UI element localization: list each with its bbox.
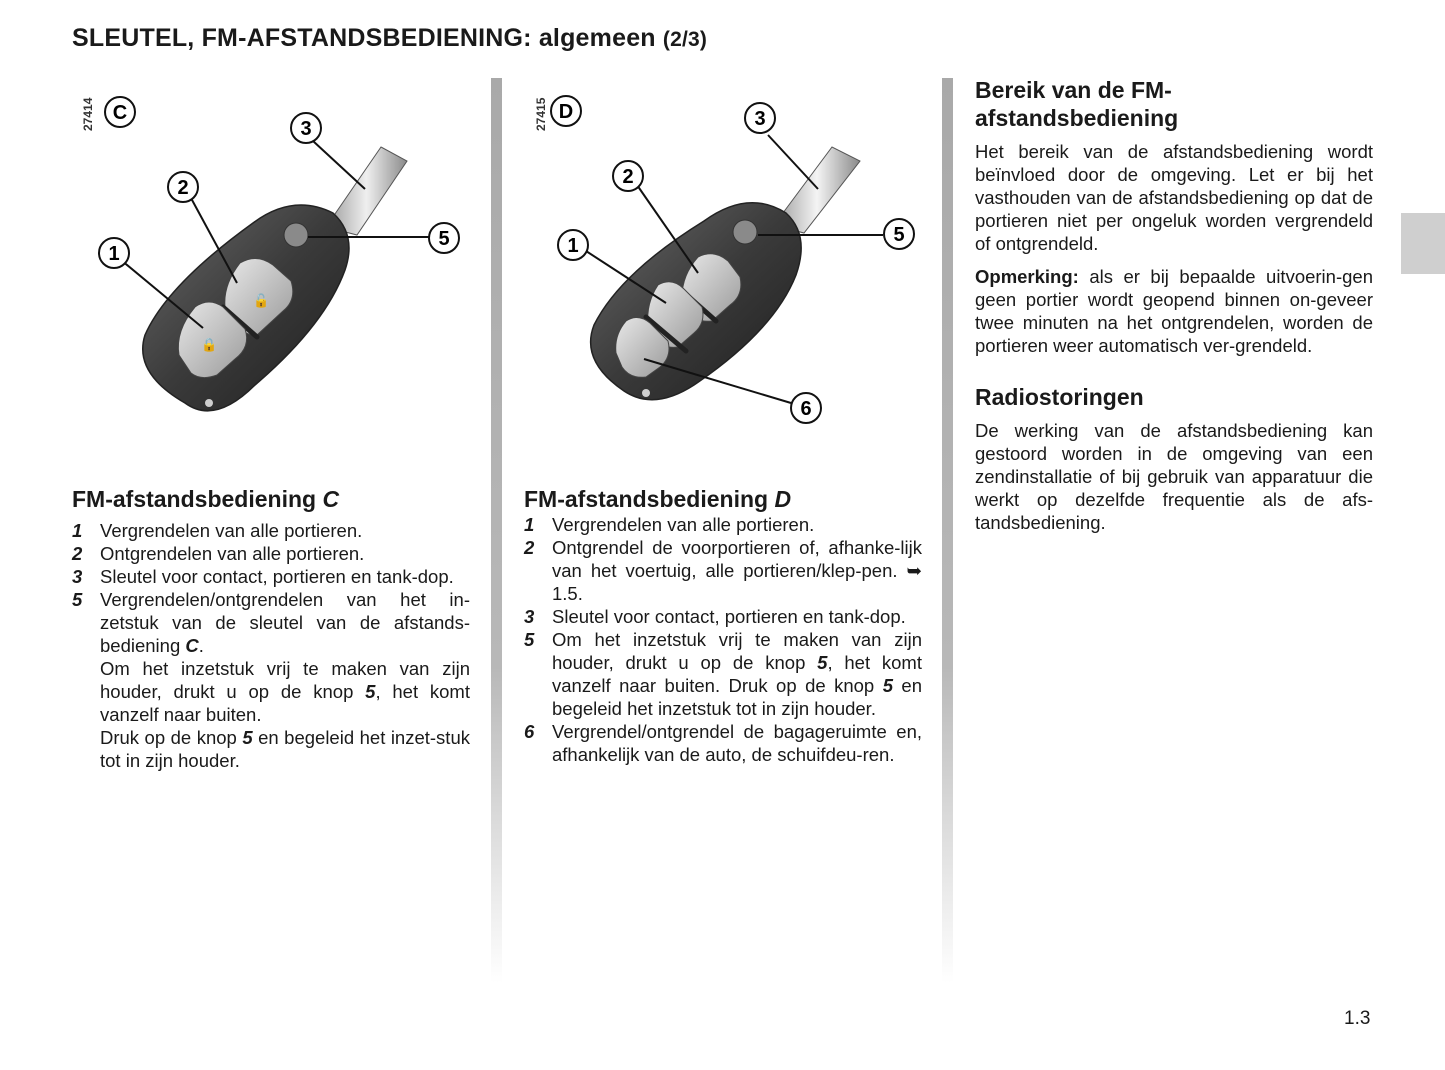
column-remote-d: [524, 485, 922, 766]
page-number: 1.3: [1344, 1008, 1371, 1029]
figure-remote-d: [526, 85, 926, 430]
callout-label: 5: [893, 224, 905, 246]
list-item: 5 Vergrendelen/ontgrendelen van het in-zetstuk van de sleutel van de afstands-bediening C. Om het inzetstuk vrij te maken van zijn houder, drukt u op de knop 5, het komt vanzelf naar buiten. Druk op de knop 5 en begeleid het inzet-stuk tot in zijn houder.: [72, 589, 470, 771]
list-remote-c: [72, 519, 470, 772]
callout-d-1: [558, 230, 588, 260]
release-button-c: [284, 223, 308, 247]
list-item: 3 Sleutel voor contact, portieren en tank-dop.: [72, 566, 454, 587]
figure-letter-d: [551, 96, 581, 126]
figure-letter-c: [105, 97, 135, 127]
callout-label: 1: [108, 243, 120, 265]
remote-key-d-illustration: [526, 85, 926, 430]
callout-label: 6: [800, 398, 812, 420]
figure-code-d: 27415: [534, 97, 548, 131]
item-5-paragraph-3: Druk op de knop 5 en begeleid het inzet-stuk tot in zijn houder.: [100, 727, 470, 771]
callout-d-5: [884, 219, 914, 249]
list-item: 5 Om het inzetstuk vrij te maken van zijn houder, drukt u op de knop 5, het komt vanzelf naar buiten. Druk op de knop 5 en begeleid het inzetstuk tot in zijn houder.: [524, 629, 923, 719]
column-remote-c: [72, 485, 470, 772]
column-divider-2: [942, 78, 953, 983]
callout-d-3: [745, 103, 775, 133]
list-item: 6 Vergrendel/ontgrendel de bagageruimte en, afhankelijk van de auto, de schuifdeu-ren.: [524, 721, 922, 765]
callout-c-1: [99, 238, 129, 268]
item-5-paragraph-1: Vergrendelen/ontgrendelen van het in-zetstuk van de sleutel van de afstands-bediening C.: [100, 589, 470, 656]
lock-symbol-icon: 🔒: [201, 338, 218, 353]
callout-d-2: [613, 161, 643, 191]
figure-remote-c: [75, 85, 475, 430]
callout-label: 1: [567, 235, 579, 257]
unlock-symbol-icon: 🔓: [253, 294, 270, 309]
callout-label: 2: [177, 177, 189, 199]
callout-label: 5: [438, 228, 450, 250]
key-ring-hole-c: [205, 399, 213, 407]
paragraph-radio-interference: De werking van de afstandsbediening kan gestoord worden in de omgeving van een zendinstallatie of bij gebruik van apparatuur die werkt op dezelfde frequentie als de afs-tandsbediening.: [975, 420, 1373, 533]
list-remote-d: [524, 513, 922, 766]
release-button-d: [733, 220, 757, 244]
callout-c-3: [291, 113, 321, 143]
svg-text:C: C: [112, 102, 128, 124]
column-range-info: [975, 76, 1373, 544]
callout-label: 2: [622, 166, 634, 188]
callout-d-6: [791, 393, 821, 423]
page-title-part: (2/3): [662, 28, 708, 51]
callout-label: 3: [300, 118, 312, 140]
paragraph-note: Opmerking: als er bij bepaalde uitvoerin-gen geen portier wordt geopend binnen on-geveer twee minuten na het ontgrendelen, worden de portieren weer automatisch ver-grendeld.: [975, 266, 1373, 356]
heading-range: Bereik van de FM-afstandsbediening: [975, 77, 1179, 131]
callout-c-5: [429, 223, 459, 253]
heading-radio-interference: Radiostoringen: [975, 384, 1144, 410]
paragraph-range: Het bereik van de afstandsbediening wordt beïnvloed door de omgeving. Let er bij het vasthouden van de afstandsbediening op dat de portieren niet per ongeluk worden vergrendeld of ontgrendeld.: [975, 141, 1373, 254]
list-item: 2 Ontgrendel de voorportieren of, afhanke-lijk van het voertuig, alle portieren/klep-pen. ➥ 1.5.: [524, 537, 922, 604]
heading-remote-d: FM-afstandsbediening D: [524, 486, 792, 512]
heading-remote-c: FM-afstandsbediening C: [72, 486, 340, 512]
callout-label: 3: [754, 108, 766, 130]
list-item: 1 Vergrendelen van alle portieren.: [524, 514, 815, 535]
list-item: 2 Ontgrendelen van alle portieren.: [72, 543, 365, 564]
figure-code-c: 27414: [81, 97, 95, 131]
svg-text:D: D: [558, 101, 574, 123]
column-divider-1: [491, 78, 502, 983]
section-tab: [1401, 213, 1445, 274]
page-title: [72, 24, 707, 53]
list-item: 1 Vergrendelen van alle portieren.: [72, 520, 363, 541]
key-ring-hole-d: [642, 389, 650, 397]
callout-c-2: [168, 172, 198, 202]
page-title-main: SLEUTEL, FM-AFSTANDSBEDIENING: algemeen: [72, 24, 656, 52]
list-item: 3 Sleutel voor contact, portieren en tank-dop.: [524, 606, 906, 627]
item-5-paragraph-2: Om het inzetstuk vrij te maken van zijn houder, drukt u op de knop 5, het komt vanzelf naar buiten.: [100, 658, 470, 725]
remote-key-c-illustration: [75, 85, 475, 430]
